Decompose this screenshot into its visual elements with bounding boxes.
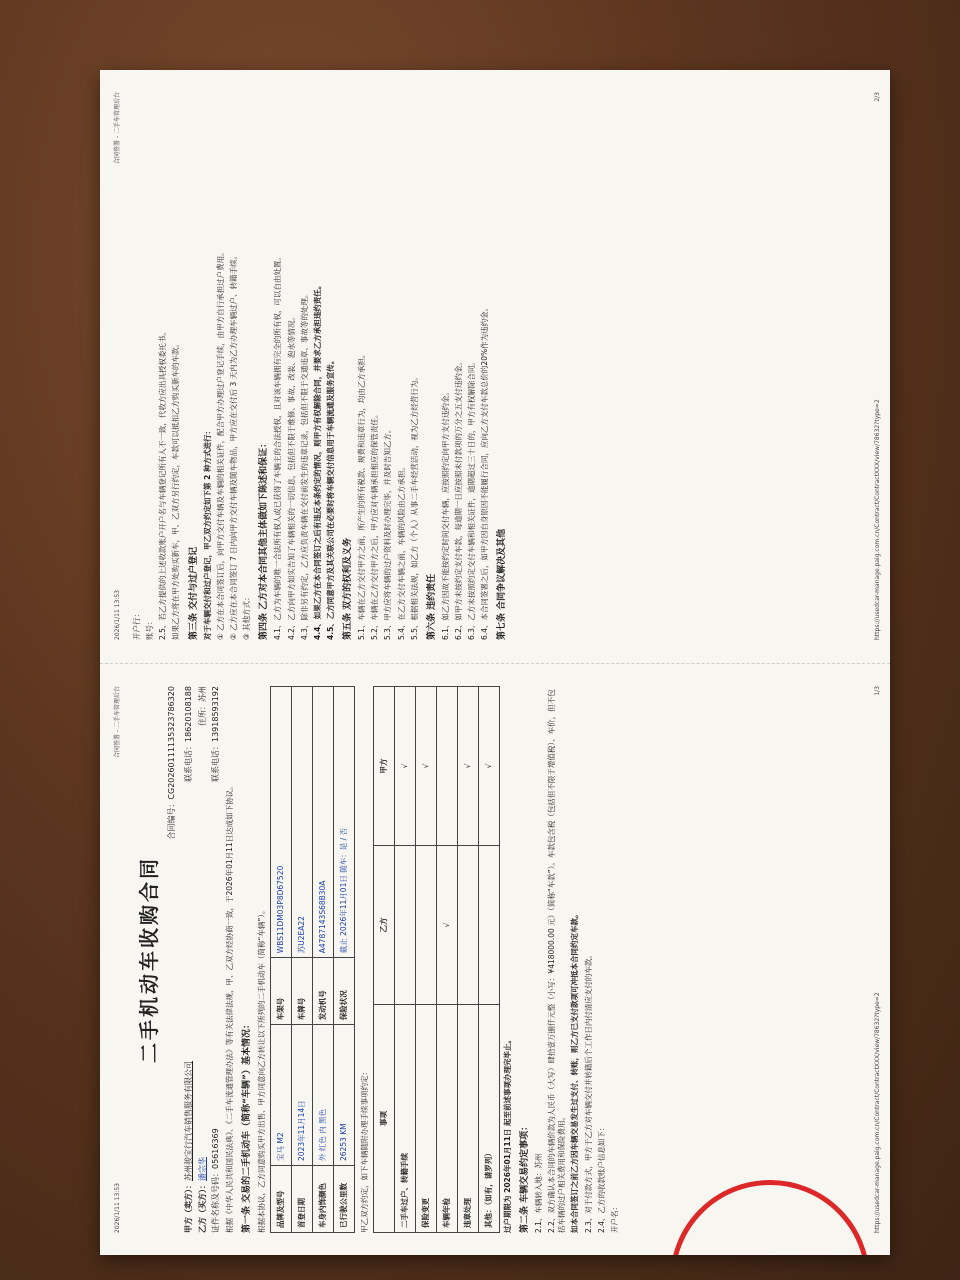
footer-page: 2/3 bbox=[873, 92, 881, 102]
vehicle-info-row bbox=[333, 687, 354, 1233]
footer-page: 1/3 bbox=[873, 686, 881, 696]
duty-item: 违章处理 bbox=[457, 1004, 478, 1232]
clause-4-2: 4.2、乙方向甲方如实告知了车辆相关的一切信息，包括但不限于维修、事故、改装、泡水等情况。 bbox=[286, 313, 296, 640]
duty-row bbox=[478, 687, 499, 1233]
contract-number: 合同编号：CG20260111135323786320 bbox=[167, 686, 177, 840]
clause-2-5-note: 如果乙方将在甲方处购买新车，甲、乙双方另行约定，车款可以抵扣乙方购买新车的车款。 bbox=[171, 340, 181, 640]
vehicle-field-label: 首登日期 bbox=[291, 1166, 312, 1233]
duty-party-b-header: 乙方 bbox=[373, 845, 394, 1004]
duty-intro: 甲乙双方约定，如下车辆随附办理手续事项约定： bbox=[359, 1068, 369, 1233]
duty-party-a-mark: √ bbox=[457, 687, 478, 846]
duty-item: 二手车过户、转籍手续 bbox=[394, 1004, 415, 1232]
print-source: 合同签署 - 二手车管理后台 bbox=[114, 92, 121, 164]
duty-party-b-mark bbox=[457, 845, 478, 1004]
party-a-label: 甲方（卖方）： bbox=[183, 1181, 193, 1233]
print-time: 2026/1/11 13:53 bbox=[114, 590, 121, 640]
document-title: 二手机动车收购合同 bbox=[137, 856, 162, 1063]
clause-5-1: 5.1、车辆在乙方交付甲方之前，所产生的所有税款、规费和违章行为，均由乙方承担。 bbox=[357, 350, 367, 640]
vehicle-field-label: 发动机号 bbox=[312, 958, 333, 1025]
vehicle-field-label: 车架号 bbox=[270, 958, 291, 1025]
clause-5-4: 5.4、在乙方交付车辆之前，车辆的风险由乙方承担。 bbox=[396, 463, 406, 640]
vehicle-field-label: 品牌及型号 bbox=[270, 1166, 291, 1233]
duty-party-a-mark bbox=[436, 687, 457, 846]
vehicle-field-label: 车牌号 bbox=[291, 958, 312, 1025]
vehicle-field-value: WBS11DM03P8D67520 bbox=[270, 687, 291, 958]
vehicle-field-label: 保险状况 bbox=[333, 958, 354, 1025]
clause-2-2-note: 如本合同签订之前乙方因车辆交易发生过支付、转账，则乙方已支付款项可冲抵本合同约定车款。 bbox=[570, 910, 580, 1233]
duty-party-b-mark: √ bbox=[436, 845, 457, 1004]
print-time: 2026/1/11 13:53 bbox=[114, 1183, 121, 1233]
article-3-title: 第三条 交付与过户登记 bbox=[188, 546, 199, 640]
duty-party-b-mark bbox=[394, 845, 415, 1004]
clause-3-1-b: ② 乙方应在本合同签订 7 日内向甲方交付车辆及随车物品，甲方应在交付后 3 天内为乙方办理车辆过户、转籍手续。 bbox=[228, 251, 238, 640]
contract-sheet bbox=[100, 70, 890, 1255]
party-a-phone: 联系电话：18620108188 bbox=[183, 686, 193, 782]
duty-table bbox=[373, 686, 500, 1233]
vehicle-field-value: 截止 2026年11月01日 随车：是 / 否 bbox=[333, 687, 354, 958]
article-2-title: 第二条 车辆交易约定事项： bbox=[519, 1121, 530, 1233]
duty-item: 其他：（如有，请罗列） bbox=[478, 1004, 499, 1232]
article-5-title: 第五条 双方的权利及义务 bbox=[343, 537, 353, 640]
clause-3-1: 对于车辆交付和过户登记，甲乙双方约定如下第 2 种方式进行： bbox=[202, 427, 212, 640]
page-footer bbox=[874, 686, 882, 1233]
party-a-row bbox=[184, 686, 195, 1233]
party-b-label: 乙方（买方）： bbox=[197, 1181, 207, 1233]
vehicle-field-value: 宝马 M2 bbox=[270, 1025, 291, 1166]
clause-6-4: 6.4、本合同签署之后，如甲方因自身原因不能履行合同，应向乙方支付车款总价的20%作为违约金。 bbox=[480, 303, 490, 640]
party-b-address: 住所：苏州 bbox=[197, 686, 207, 726]
party-a-name: 苏州骏宝行汽车销售服务有限公司 bbox=[183, 1061, 193, 1181]
clause-6-1: 6.1、如乙方因故不能按约定时间交付车辆，应按照约定向甲方支付违约金。 bbox=[440, 388, 450, 640]
clause-2-2: 2.2、双方确认本合同的车辆价款为人民币（大写）肆拾壹万捌仟元整（小写：¥418000.00 元）（简称“车款”）。车款包含税（包括但不限于增值税）、车价，但不包括车辆的过户相关费用和保险费用。 bbox=[547, 689, 567, 1233]
vehicle-info-row bbox=[270, 687, 291, 1233]
duty-party-a-mark: √ bbox=[415, 687, 436, 846]
article-7-title: 第七条 合同争议解决及其他 bbox=[497, 528, 508, 640]
article-4-title: 第四条 乙方对本合同其他主体做如下陈述和保证： bbox=[259, 438, 270, 640]
page-header bbox=[114, 92, 122, 640]
clause-5-3: 5.3、甲方应将车辆的过户资料及时办理完毕，并及时告知乙方。 bbox=[383, 425, 393, 640]
duty-party-b-mark bbox=[478, 845, 499, 1004]
party-b-phone: 联系电话：13918593192 bbox=[211, 686, 221, 782]
article-1-title: 第一条 交易的二手机动车（简称“车辆”）基本情况： bbox=[242, 1020, 253, 1233]
vehicle-info-row bbox=[291, 687, 312, 1233]
clause-2-3: 2.3、对于付款方式，甲方于乙方对车辆交付并转籍后个工作日内付清应支付的车款。 bbox=[583, 951, 593, 1233]
clause-2-1: 2.1、车辆转入地：苏州 bbox=[534, 1153, 544, 1233]
clause-5-5: 5.5、根据相关法规，如乙方（个人）从事二手车经营活动，视为乙方经营行为。 bbox=[409, 373, 419, 640]
article-1-intro: 根据本协议，乙方同意购买甲方出售、甲方同意向乙方转让以下所列的二手机动车（简称“车辆”）。 bbox=[256, 906, 266, 1233]
clause-2-5: 2.5、若乙方提供的上述收款账户开户名与车辆登记所有人不一致，代收方应出具授权委托书。 bbox=[158, 328, 168, 640]
duty-item-header: 事项 bbox=[373, 1004, 394, 1232]
clause-4-5: 4.5、乙方同意甲方及其关联公司在必要时将车辆交付信息用于车辆流通及服务宣传。 bbox=[325, 356, 335, 640]
duty-item: 车辆年检 bbox=[436, 1004, 457, 1232]
duty-row bbox=[457, 687, 478, 1233]
page-footer bbox=[874, 92, 882, 640]
party-b-id-row bbox=[211, 686, 222, 1233]
footer-url: https://usedcar-manage.paig.com.cn/Contract/ContractXXX/view/78632?type=2 bbox=[873, 992, 881, 1233]
clause-3-1-a: ① 乙方在本合同签订后，向甲方交付车辆及车辆的相关证件，配合甲方办理过户登记手续，由甲方自行承担过户费用。 bbox=[215, 248, 225, 640]
clause-3-1-c: ③ 其他方式： bbox=[242, 593, 252, 640]
clause-6-2: 6.2、如甲方未按约定支付车款，每逾期一日应按照未付款项的万分之五支付违约金。 bbox=[454, 358, 464, 640]
duty-party-a-header: 甲方 bbox=[373, 687, 394, 846]
vehicle-field-value: 苏U2EA22 bbox=[291, 687, 312, 958]
party-b-name: 潘宗华 bbox=[197, 1157, 207, 1181]
page-header bbox=[114, 686, 122, 1233]
clause-4-4: 4.4、如果乙方在本合同签订之后有违反本条约定的情况，则甲方有权解除合同，并要求乙方承担违约责任。 bbox=[312, 281, 322, 640]
print-source: 合同签署 - 二手车管理后台 bbox=[114, 686, 121, 758]
legal-basis: 根据《中华人民共和国民法典》、《二手车流通管理办法》等有关法律法规，甲、乙双方经协商一致，于2026年01月11日达成如下协议。 bbox=[225, 782, 235, 1233]
clause-4-3: 4.3、除非另有约定，乙方应负责车辆在交付前发生的违章记录，包括但不限于交通违章、事故等的处理。 bbox=[299, 290, 309, 640]
duty-item: 保险变更 bbox=[415, 1004, 436, 1232]
duty-row bbox=[415, 687, 436, 1233]
footer-url: https://usedcar-manage.paig.com.cn/Contract/ContractXXX/view/78632?type=2 bbox=[873, 399, 881, 640]
vehicle-field-value: 外 红色 内 黑色 bbox=[312, 1025, 333, 1166]
account-number: 账号： bbox=[145, 617, 155, 640]
party-b-id: 证件名称及号码：05616369 bbox=[211, 1128, 221, 1233]
bank-name: 开户行： bbox=[132, 610, 142, 640]
contract-content bbox=[100, 70, 890, 1255]
vehicle-field-label: 车身内饰颜色 bbox=[312, 1166, 333, 1233]
duty-table-header bbox=[373, 687, 394, 1233]
vehicle-info-table bbox=[270, 686, 355, 1233]
clause-4-1: 4.1、乙方为车辆的唯一合法所有权人或已获得了车辆主的合法授权，且对该车辆拥有完全的所有权，可以自由处置。 bbox=[273, 253, 283, 640]
vehicle-info-row bbox=[312, 687, 333, 1233]
account-holder: 开户名： bbox=[609, 1203, 619, 1233]
transfer-deadline: 过户期限为 2026年01月11日 起至前述事项办理完毕止。 bbox=[502, 1036, 512, 1233]
vehicle-field-value: 2023年11月14日 bbox=[291, 1025, 312, 1166]
vehicle-field-label: 已行驶公里数 bbox=[333, 1166, 354, 1233]
duty-party-a-mark: √ bbox=[394, 687, 415, 846]
duty-row bbox=[394, 687, 415, 1233]
article-6-title: 第六条 违约责任 bbox=[426, 573, 437, 640]
duty-party-b-mark bbox=[415, 845, 436, 1004]
vehicle-field-value: 26253 KM bbox=[333, 1025, 354, 1166]
clause-2-4: 2.4、乙方的收款账户信息如下： bbox=[596, 1123, 606, 1233]
party-b-row bbox=[198, 686, 209, 1233]
page-two bbox=[100, 70, 890, 662]
vehicle-field-value: A4787143S68B30A bbox=[312, 687, 333, 958]
clause-6-3: 6.3、乙方未按照约定交付车辆和相关证件，逾期超过三十日的，甲方有权解除合同。 bbox=[467, 358, 477, 640]
duty-row bbox=[436, 687, 457, 1233]
page-one bbox=[100, 663, 890, 1255]
duty-party-a-mark: √ bbox=[478, 687, 499, 846]
clause-5-2: 5.2、车辆在乙方交付甲方之后，甲方应对车辆承担相应的保管责任。 bbox=[370, 410, 380, 640]
